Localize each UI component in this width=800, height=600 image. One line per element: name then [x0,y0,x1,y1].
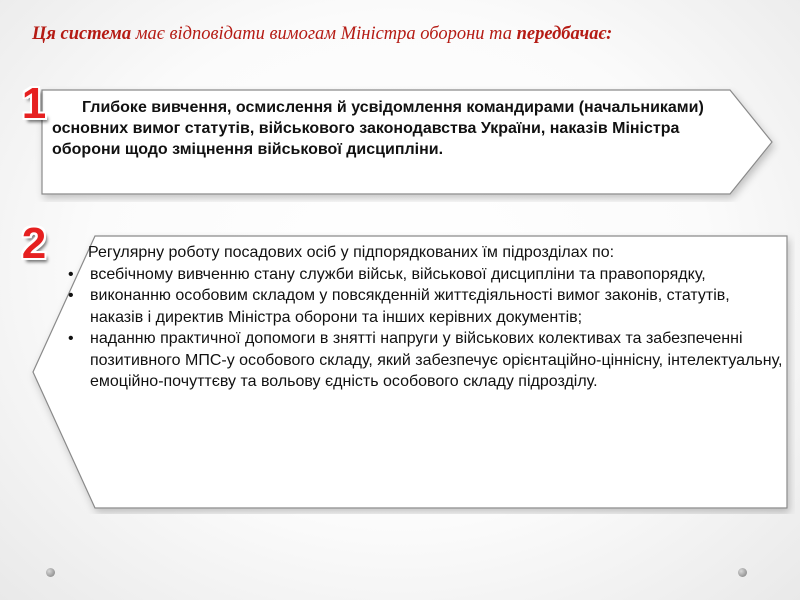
slide-title [32,24,772,45]
block-1-text [52,97,742,160]
block-2-intro: Регулярну роботу посадових осіб у підпорядкованих їм підрозділах по: [88,244,615,261]
list-item-text: наданню практичної допомоги в знятті напруги у військових колективах та забезпеченні позитивного МПС-у особового складу, який забезпечує орієнтаційно-ціннісну, інтелектуальну, емоційно-почуттєву та вольову єдність особового складу підрозділу. [90,330,783,390]
list-item-text: виконанню особовим складом у повсякденній життєдіяльності вимог законів, статутів, наказів і директив Міністра оборони та інших керівних документів; [90,287,730,326]
decorative-dot-icon [738,568,747,577]
title-emphasis-1: Ця система [32,24,132,44]
list-item [68,285,787,328]
number-badge-2: 2 [21,219,47,268]
block-2-list [68,264,787,393]
title-middle: має відповідати вимогам Міністра оборони та [131,24,517,44]
title-emphasis-2: передбачає: [516,24,613,44]
number-badge-1: 1 [21,79,47,128]
bullet-icon: • [68,287,74,304]
block-1-paragraph: Глибоке вивчення, осмислення й усвідомлення командирами (начальниками) основних вимог статутів, військового законодавства України, наказів Міністра оборони щодо зміцнення військової дисципліни. [52,99,704,158]
block-2-text [68,242,787,393]
list-item [68,264,787,286]
list-item [68,328,787,393]
list-item-text: всебічному вивченню стану служби військ, військової дисципліни та правопорядку, [90,265,706,283]
bullet-icon: • [68,330,74,347]
decorative-dot-icon [46,568,55,577]
bullet-icon: • [68,265,74,283]
